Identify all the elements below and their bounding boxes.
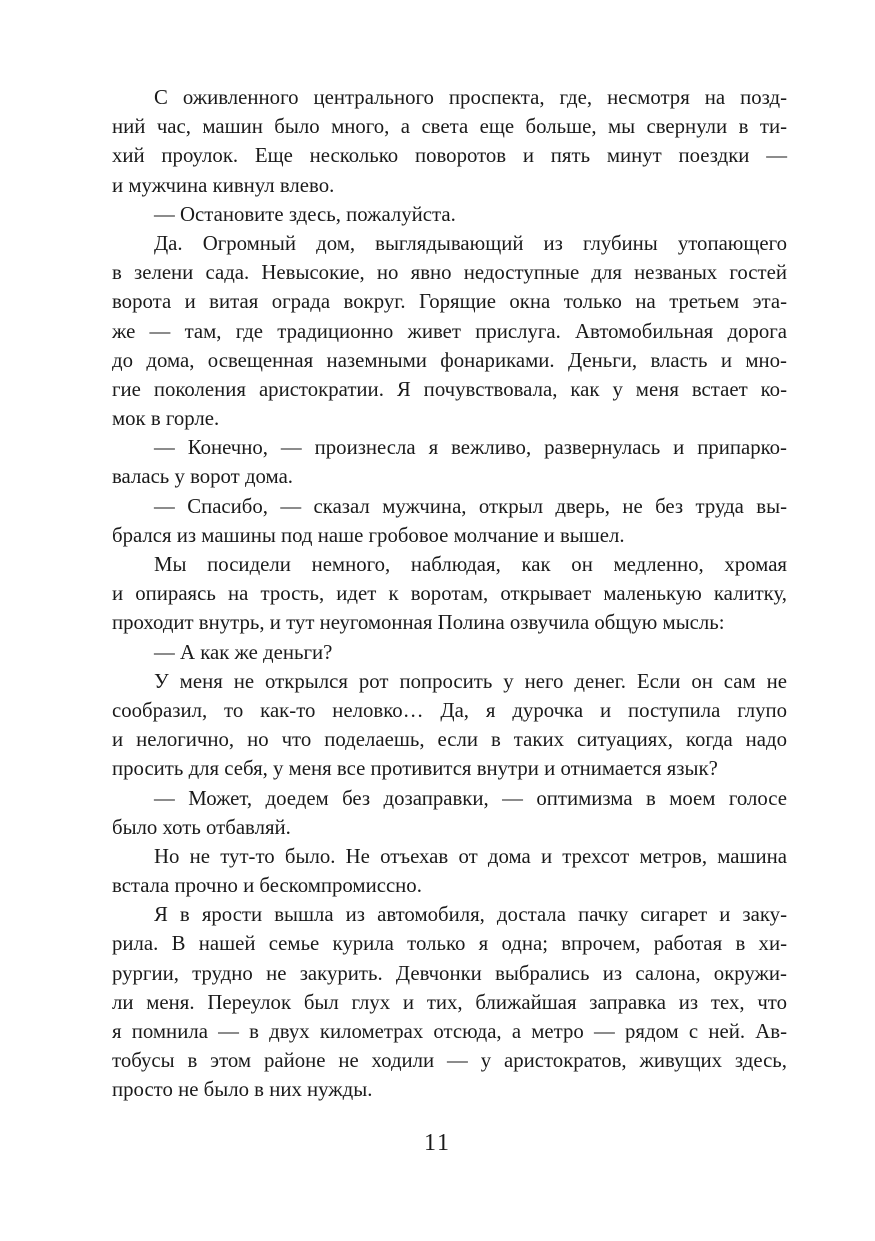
text-line: — Остановите здесь, пожалуйста. [154,202,456,226]
text-line: Да. Огромный дом, выглядывающий из глубины утопающего [154,231,787,255]
text-line: же — там, где традиционно живет прислуга. Автомобильная дорога [112,319,787,343]
text-line: Но не тут-то было. Не отъехав от дома и трехсот метров, машина [154,844,787,868]
text-line: брался из машины под наше гробовое молчание и вышел. [112,523,625,547]
text-line: и опираясь на трость, идет к воротам, открывает маленькую калитку, [112,582,787,606]
text-line: и нелогично, но что поделаешь, если в таких ситуациях, когда надо [112,728,787,752]
text-line: Я в ярости вышла из автомобиля, достала пачку сигарет и заку- [154,903,787,927]
text-line: — Конечно, — произнесла я вежливо, развернулась и припарко- [154,436,787,460]
text-line: тобусы в этом районе не ходили — у аристократов, живущих здесь, [112,1049,787,1073]
book-page-text [112,83,787,1105]
text-line: — Может, доедем без дозаправки, — оптимизма в моем голосе [154,786,787,810]
text-line: и мужчина кивнул влево. [112,173,335,197]
text-line: до дома, освещенная наземными фонариками. Деньги, власть и мно- [112,348,787,372]
text-line: — Спасибо, — сказал мужчина, открыл дверь, не без труда вы- [154,494,787,518]
text-line: встала прочно и бескомпромиссно. [112,874,422,898]
text-line: У меня не открылся рот попросить у него денег. Если он сам не [154,669,787,693]
text-line: просить для себя, у меня все противится внутри и отнимается язык? [112,757,718,781]
text-line: Мы посидели немного, наблюдая, как он медленно, хромая [154,553,787,576]
text-line: в зелени сада. Невысокие, но явно недоступные для незваных гостей [112,261,787,285]
text-line: ворота и витая ограда вокруг. Горящие окна только на третьем эта- [112,290,787,314]
text-line: я помнила — в двух километрах отсюда, а метро — рядом с ней. Ав- [112,1020,787,1043]
text-line: ли меня. Переулок был глух и тих, ближайшая заправка из тех, что [112,990,787,1014]
text-line: гие поколения аристократии. Я почувствовала, как у меня встает ко- [112,377,787,401]
page-number: 11 [423,1130,452,1156]
text-line: рила. В нашей семье курила только я одна; впрочем, работая в хи- [112,932,787,956]
text-line: рургии, трудно не закурить. Девчонки выбрались из салона, окружи- [112,961,787,985]
text-line: валась у ворот дома. [112,465,293,489]
text-line: — А как же деньги? [154,640,333,664]
text-line: просто не было в них нужды. [112,1078,373,1102]
text-line: ний час, машин было много, а света еще больше, мы свернули в ти- [112,115,787,139]
text-line: сообразил, то как-то неловко… Да, я дурочка и поступила глупо [112,698,787,722]
text-line: С оживленного центрального проспекта, где, несмотря на позд- [154,86,787,109]
text-line: мок в горле. [112,407,220,431]
text-line: было хоть отбавляй. [112,815,291,839]
text-line: проходит внутрь, и тут неугомонная Полина озвучила общую мысль: [112,611,725,635]
text-line: хий проулок. Еще несколько поворотов и пять минут поездки — [112,144,787,168]
